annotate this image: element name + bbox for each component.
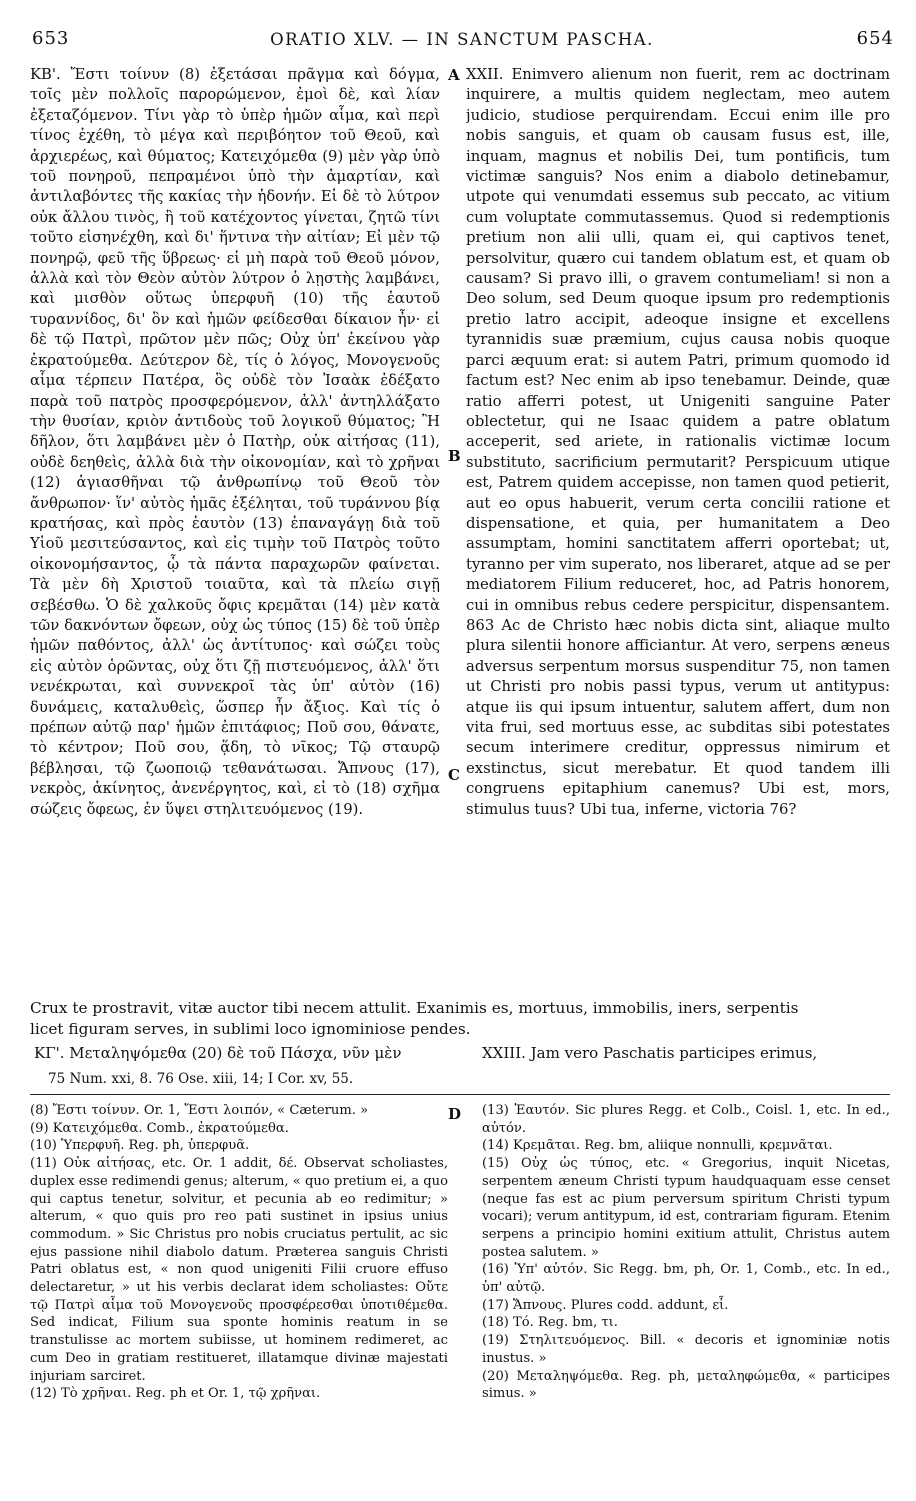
margin-letter-b: B [448,447,461,465]
full-width-line: Crux te prostravit, vitæ auctor tibi necem attulit. Exanimis es, mortuus, immobilis, iners, serpentis licet figuram serves, in sublimi loco ignominiose pendes. [30,999,799,1038]
page-number-left: 653 [32,28,70,49]
margin-letter-a: A [448,66,460,84]
latin-continuation: XXIII. Jam vero Paschatis participes erimus, [482,1044,818,1062]
greek-continuation: ΚΓ'. Μεταληψόμεθα (20) δὲ τοῦ Πάσχα, νῦν μὲν [34,1044,402,1062]
latin-text-column: XXII. Enimvero alienum non fuerit, rem ac doctrinam inquirere, a multis quidem neglectam, meo autem judicio, studiose perquirendam. Eccui enim ille pro nobis sanguis, et quam ob causam fusus est, ille, inquam, magnus et nobilis Dei, tum pontificis, tum victimæ sanguis? Nos enim a diabolo detinebamur, utpote qui venumdati essemus sub peccato, ac vitium cum voluptate commutassemus. Quod si redemptionis pretium non alii ulli, quam ei, qui captivos tenet, persolvitur, quæro cui tandem oblatum est, et quam ob causam? Si pravo illi, o gravem contumeliam! si non a Deo solum, sed Deum quoque ipsum pro redemptionis pretio latro accipit, adeoque insigne et excellens tyrannidis suæ præmium, cujus causa nobis quoque parci æquum erat: si autem Patri, primum quomodo id factum est? Nec enim ab ipso tenebamur. Deinde, quæ ratio afferri potest, ut Unigeniti sanguine Pater oblectetur, qui ne Isaac quidem a patre oblatum acceperit, sed ariete, in rationalis victimæ locum substituto, sacrificium permutarit? Perspicuum utique est, Patrem quidem accepisse, non tamen quod petierit, aut eo opus habuerit, verum certa concilii ratione et dispensatione, et quia, per humanitatem a Deo assumptam, homini sanctitatem afferri oportebat; ut, tyranno per vim superato, nos liberaret, atque ad se per mediatorem Filium reduceret, hoc, ad Patris honorem, cui in omnibus rebus cedere perspicitur, dispensantem. 863 Ac de Christo hæc nobis dicta sint, aliaque multo plura silentii honore afficiantur. At vero, serpens æneus adversus serpentum morsus suspenditur 75, non tamen ut Christi pro nobis passi typus, verum ut antitypus: atque iis qui ipsum intuentur, salutem affert, dum non vita frui, sed mortuus esse, ac subditas sibi potestates secum interimere creditur, oppressus nimirum et exstinctus, sicut merebatur. Et quod tandem illi congruens epitaphium canemus? Ubi est, mors, stimulus tuus? Ubi tua, inferne, victoria 76? [466,66,890,818]
margin-letter-c: C [448,766,460,784]
page-number-right: 654 [856,28,894,49]
page-header [28,12,896,48]
footnote-divider [30,1094,890,1095]
footnotes-left: (8) Ἔστι τοίνυν. Or. 1, Ἔστι λοιπόν, « Cæterum. » (9) Κατειχόμεθα. Comb., ἐκρατούμεθα. (10) Ὑπερφυῆ. Reg. ph, ὑπερφυᾶ. (11) Οὐκ αἰτήσας, etc. Or. 1 addit, δέ. Observat scholiastes, duplex esse redimendi genus; alterum, « quo pretium ei, a quo qui captus tenetur, solvitur, et pecunia ab eo redimitur; » alterum, « quo quis pro reo pati sustinet in ipsius unius commodum. » Sic Christus pro nobis cruciatus pertulit, ac sic ejus passione nihil diabolo datum. Præterea sanguis Christi Patri oblatus est, « non quod unigeniti Filii cruore effuso delectaretur, » ut his verbis declarat idem scholiastes: Οὔτε τῷ Πατρὶ αἷμα τοῦ Μονογενοῦς προσφέρεσθαι ὑποτιθέμεθα. Sed indicat, Filium sua sponte hominis reatum in se transtulisse ac mortem subiisse, ut hominem redimeret, ac cum Deo in gratiam restitueret, illatamque divinæ majestati injuriam sarciret. (12) Τὸ χρῆναι. Reg. ph et Or. 1, τῷ χρῆναι. [30,1103,448,1402]
margin-letter-d: D [448,1105,462,1123]
footnotes-right: (13) Ἑαυτόν. Sic plures Regg. et Colb., Coisl. 1, etc. In ed., αὐτόν. (14) Κρεμᾶται. Reg. bm, aliique nonnulli, κρεμνᾶται. (15) Οὐχ ὡς τύπος, etc. « Gregorius, inquit Nicetas, serpentem æneum Christi typum haudquaquam esse censet (neque fas est ac pium perversum spiritum Christi typum vocari); verum antitypum, id est, contrariam figuram. Etenim serpens a principio homini exitium attulit, Christus autem postea salutem. » (16) Ὑπ' αὐτόν. Sic Regg. bm, ph, Or. 1, Comb., etc. In ed., ὑπ' αὐτῷ. (17) Ἄπνους. Plures codd. addunt, εἶ. (18) Τό. Reg. bm, τι. (19) Στηλιτευόμενος. Bill. « decoris et ignominiæ notis inustus. » (20) Μεταληψόμεθα. Reg. ph, μεταληφώμεθα, « participes simus. » [482,1103,890,1402]
greek-text-column: KB'. Ἔστι τοίνυν (8) ἐξετάσαι πρᾶγμα καὶ δόγμα, τοῖς μὲν πολλοῖς παρορώμενον, ἐμοὶ δὲ, καὶ λίαν ἐξεταζόμενον. Τίνι γὰρ τὸ ὑπὲρ ἡμῶν αἷμα, καὶ περὶ τίνος ἐχέθη, τὸ μέγα καὶ περιβόητον τοῦ Θεοῦ, καὶ ἀρχιερέως, καὶ θύματος; Κατειχόμεθα (9) μὲν γὰρ ὑπὸ τοῦ πονηροῦ, πεπραμένοι ὑπὸ τὴν ἁμαρτίαν, καὶ ἀντιλαβόντες τῆς κακίας τὴν ἡδονήν. Εἰ δὲ τὸ λύτρον οὐκ ἄλλου τινὸς, ἢ τοῦ κατέχοντος γίνεται, ζητῶ τίνι τοῦτο εἰσηνέχθη, καὶ δι' ἥντινα τὴν αἰτίαν; Εἰ μὲν τῷ πονηρῷ, φεῦ τῆς ὕβρεως· εἰ μὴ παρὰ τοῦ Θεοῦ μόνον, ἀλλὰ καὶ τὸν Θεὸν αὐτὸν λύτρον ὁ λῃστὴς λαμβάνει, καὶ μισθὸν οὕτως ὑπερφυῆ (10) τῆς ἑαυτοῦ τυραννίδος, δι' ὃν καὶ ἡμῶν φείδεσθαι δίκαιον ἦν· εἰ δὲ τῷ Πατρὶ, πρῶτον μὲν πῶς; Οὐχ ὑπ' ἐκείνου γὰρ ἐκρατούμεθα. Δεύτερον δὲ, τίς ὁ λόγος, Μονογενοῦς αἷμα τέρπειν Πατέρα, ὃς οὐδὲ τὸν Ἰσαὰκ ἐδέξατο παρὰ τοῦ πατρὸς προσφερόμενον, ἀλλ' ἀντηλλάξατο τὴν θυσίαν, κριὸν ἀντιδοὺς τοῦ λογικοῦ θύματος; Ἢ δῆλον, ὅτι λαμβάνει μὲν ὁ Πατὴρ, οὐκ αἰτήσας (11), οὐδὲ δεηθεὶς, ἀλλὰ διὰ τὴν οἰκονομίαν, καὶ τὸ χρῆναι (12) ἁγιασθῆναι τῷ ἀνθρωπίνῳ τοῦ Θεοῦ τὸν ἄνθρωπον· ἵν' αὐτὸς ἡμᾶς ἐξέληται, τοῦ τυράννου βίᾳ κρατήσας, καὶ πρὸς ἑαυτὸν (13) ἐπαναγάγῃ διὰ τοῦ Υἱοῦ μεσιτεύσαντος, καὶ εἰς τιμὴν τοῦ Πατρὸς τοῦτο οἰκονομήσαντος, ᾧ τὰ πάντα παραχωρῶν φαίνεται. Τὰ μὲν δὴ Χριστοῦ τοιαῦτα, καὶ τὰ πλείω σιγῇ σεβέσθω. Ὁ δὲ χαλκοῦς ὄφις κρεμᾶται (14) μὲν κατὰ τῶν δακνόντων ὄφεων, οὐχ ὡς τύπος (15) δὲ τοῦ ὑπὲρ ἡμῶν παθόντος, ἀλλ' ὡς ἀντίτυπος· καὶ σώζει τοὺς εἰς αὐτὸν ὁρῶντας, οὐχ ὅτι ζῇ πιστευόμενος, ἀλλ' ὅτι νενέκρωται, καὶ συννεκροῖ τὰς ὑπ' αὐτὸν (16) δυνάμεις, καταλυθεὶς, ὥσπερ ἦν ἄξιος. Καὶ τίς ὁ πρέπων αὐτῷ παρ' ἡμῶν ἐπιτάφιος; Ποῦ σου, θάνατε, τὸ κέντρον; Ποῦ σου, ᾅδη, τὸ νῖκος; Τῷ σταυρῷ βέβλησαι, τῷ ζωοποιῷ τεθανάτωσαι. Ἄπνους (17), νεκρὸς, ἀκίνητος, ἀνενέργητος, καὶ, εἰ τὸ (18) σχῆμα σώζεις ὄφεως, ἐν ὕψει στηλιτευόμενος (19). [30,66,440,818]
scripture-references: 75 Num. xxi, 8. 76 Ose. xiii, 14; I Cor. xv, 55. [48,1071,354,1087]
running-title: ORATIO XLV. — IN SANCTUM PASCHA. [270,30,654,49]
